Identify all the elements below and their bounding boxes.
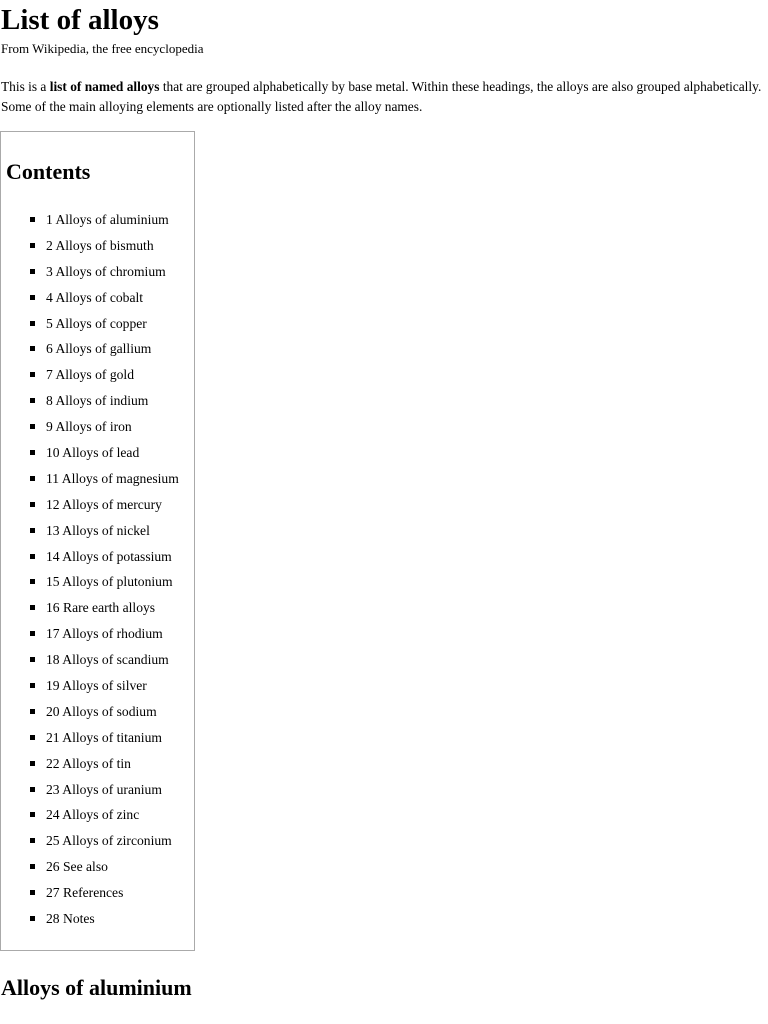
bullet-icon [30, 864, 35, 869]
toc-item[interactable] [0, 751, 179, 777]
toc-item-number: 4 [46, 289, 53, 305]
toc-item-label[interactable]: Alloys of gallium [55, 341, 152, 357]
toc-list [0, 207, 179, 932]
toc-item-number: 20 [46, 703, 60, 719]
bullet-icon [30, 321, 35, 326]
toc-item-label[interactable]: Rare earth alloys [63, 600, 156, 616]
toc-item-number: 19 [46, 678, 60, 694]
bullet-icon [30, 217, 35, 222]
toc-item-label[interactable]: Alloys of lead [62, 445, 140, 461]
bullet-icon [30, 398, 35, 403]
toc-item[interactable] [0, 259, 179, 285]
toc-item-label[interactable]: Alloys of scandium [62, 652, 169, 668]
toc-item-label[interactable]: Alloys of copper [55, 315, 147, 331]
toc-item[interactable] [0, 414, 179, 440]
toc-item[interactable] [0, 492, 179, 518]
toc-item-label[interactable]: Alloys of uranium [62, 781, 162, 797]
bullet-icon [30, 528, 35, 533]
bullet-icon [30, 838, 35, 843]
toc-item-number: 3 [46, 263, 53, 279]
toc-item-number: 17 [46, 626, 60, 642]
toc-item-label[interactable]: Alloys of indium [55, 393, 149, 409]
bullet-icon [30, 657, 35, 662]
toc-item[interactable] [0, 906, 179, 932]
toc-item-number: 25 [46, 833, 60, 849]
toc-item-label[interactable]: Alloys of potassium [62, 548, 172, 564]
toc-item-number: 11 [46, 470, 60, 486]
toc-item-number: 27 [46, 885, 60, 901]
toc-item-number: 14 [46, 548, 60, 564]
toc-item-number: 13 [46, 522, 60, 538]
toc-item[interactable] [0, 621, 179, 647]
toc-item-label[interactable]: Alloys of gold [55, 367, 134, 383]
bullet-icon [30, 916, 35, 921]
toc-item[interactable] [0, 544, 179, 570]
toc-item-number: 6 [46, 341, 53, 357]
intro-bold-term: list of named alloys [49, 79, 160, 94]
toc-item-label[interactable]: Alloys of magnesium [61, 470, 179, 486]
page-title: List of alloys [1, 4, 159, 36]
toc-item[interactable] [0, 725, 179, 751]
toc-item-label[interactable]: Alloys of nickel [62, 522, 150, 538]
toc-item-label[interactable]: Alloys of zinc [62, 807, 140, 823]
toc-item[interactable] [0, 673, 179, 699]
toc-item-number: 1 [46, 212, 53, 227]
bullet-icon [30, 424, 35, 429]
bullet-icon [30, 295, 35, 300]
toc-item-label[interactable]: Notes [63, 911, 95, 927]
toc-item-number: 16 [46, 600, 60, 616]
toc-item-label[interactable]: References [63, 885, 124, 901]
toc-item-label[interactable]: Alloys of bismuth [55, 237, 154, 253]
toc-item[interactable] [0, 854, 179, 880]
bullet-icon [30, 761, 35, 766]
bullet-icon [30, 450, 35, 455]
bullet-icon [30, 631, 35, 636]
intro-prefix: This is a [1, 79, 50, 94]
toc-item-label[interactable]: Alloys of aluminium [55, 212, 169, 227]
toc-item[interactable] [0, 802, 179, 828]
toc-item-number: 26 [46, 859, 60, 875]
toc-item[interactable] [0, 285, 179, 311]
toc-item-number: 9 [46, 419, 53, 435]
toc-item[interactable] [0, 595, 179, 621]
toc-item-number: 2 [46, 237, 53, 253]
toc-item-number: 23 [46, 781, 60, 797]
toc-item-label[interactable]: Alloys of titanium [62, 729, 162, 745]
bullet-icon [30, 502, 35, 507]
section-heading-aluminium: Alloys of aluminium [1, 975, 192, 1000]
bullet-icon [30, 372, 35, 377]
bullet-icon [30, 683, 35, 688]
bullet-icon [30, 812, 35, 817]
bullet-icon [30, 890, 35, 895]
toc-item[interactable] [0, 828, 179, 854]
bullet-icon [30, 605, 35, 610]
toc-item-label[interactable]: Alloys of iron [55, 419, 132, 435]
bullet-icon [30, 476, 35, 481]
toc-item[interactable] [0, 569, 179, 595]
toc-item-label[interactable]: Alloys of mercury [62, 496, 162, 512]
toc-item[interactable] [0, 388, 179, 414]
toc-item-label[interactable]: Alloys of silver [62, 678, 147, 694]
toc-item[interactable] [0, 336, 179, 362]
toc-item-label[interactable]: Alloys of zirconium [62, 833, 172, 849]
bullet-icon [30, 787, 35, 792]
toc-item[interactable] [0, 362, 179, 388]
bullet-icon [30, 346, 35, 351]
toc-item-label[interactable]: Alloys of rhodium [62, 626, 163, 642]
intro-suffix: that are grouped alphabetically by base metal. Within these headings, the alloys are also grouped alphabetically. Some of the main alloying elements are optionally listed after the alloy names. [1, 79, 762, 114]
toc-item-number: 10 [46, 445, 60, 461]
intro-paragraph [1, 77, 768, 117]
toc-item[interactable] [0, 311, 179, 337]
bullet-icon [30, 709, 35, 714]
toc-item-number: 15 [46, 574, 60, 590]
bullet-icon [30, 579, 35, 584]
toc-item[interactable] [0, 518, 179, 544]
toc-item-number: 12 [46, 496, 60, 512]
toc-item[interactable] [0, 233, 179, 259]
toc-item-label[interactable]: Alloys of tin [62, 755, 131, 771]
toc-item-label[interactable]: Alloys of cobalt [55, 289, 144, 305]
toc-item-number: 28 [46, 911, 60, 927]
bullet-icon [30, 735, 35, 740]
toc-item[interactable] [0, 647, 179, 673]
toc-item-label[interactable]: Alloys of plutonium [62, 574, 173, 590]
toc-item-number: 24 [46, 807, 60, 823]
toc-title: Contents [6, 159, 91, 184]
toc-item-number: 8 [46, 393, 53, 409]
toc-item-label[interactable]: See also [63, 859, 108, 875]
bullet-icon [30, 269, 35, 274]
toc-item[interactable] [0, 440, 179, 466]
toc-item[interactable] [0, 880, 179, 906]
toc-item-number: 18 [46, 652, 60, 668]
toc-item-number: 5 [46, 315, 53, 331]
toc-item-label[interactable]: Alloys of chromium [55, 263, 166, 279]
bullet-icon [30, 243, 35, 248]
toc-item[interactable] [0, 699, 179, 725]
toc-item-number: 7 [46, 367, 53, 383]
toc-item-label[interactable]: Alloys of sodium [62, 703, 157, 719]
toc-item[interactable] [0, 777, 179, 803]
site-tagline: From Wikipedia, the free encyclopedia [1, 41, 204, 56]
toc-item-number: 22 [46, 755, 60, 771]
toc-item-number: 21 [46, 729, 60, 745]
bullet-icon [30, 554, 35, 559]
toc-item[interactable] [0, 207, 179, 233]
toc-item[interactable] [0, 466, 179, 492]
